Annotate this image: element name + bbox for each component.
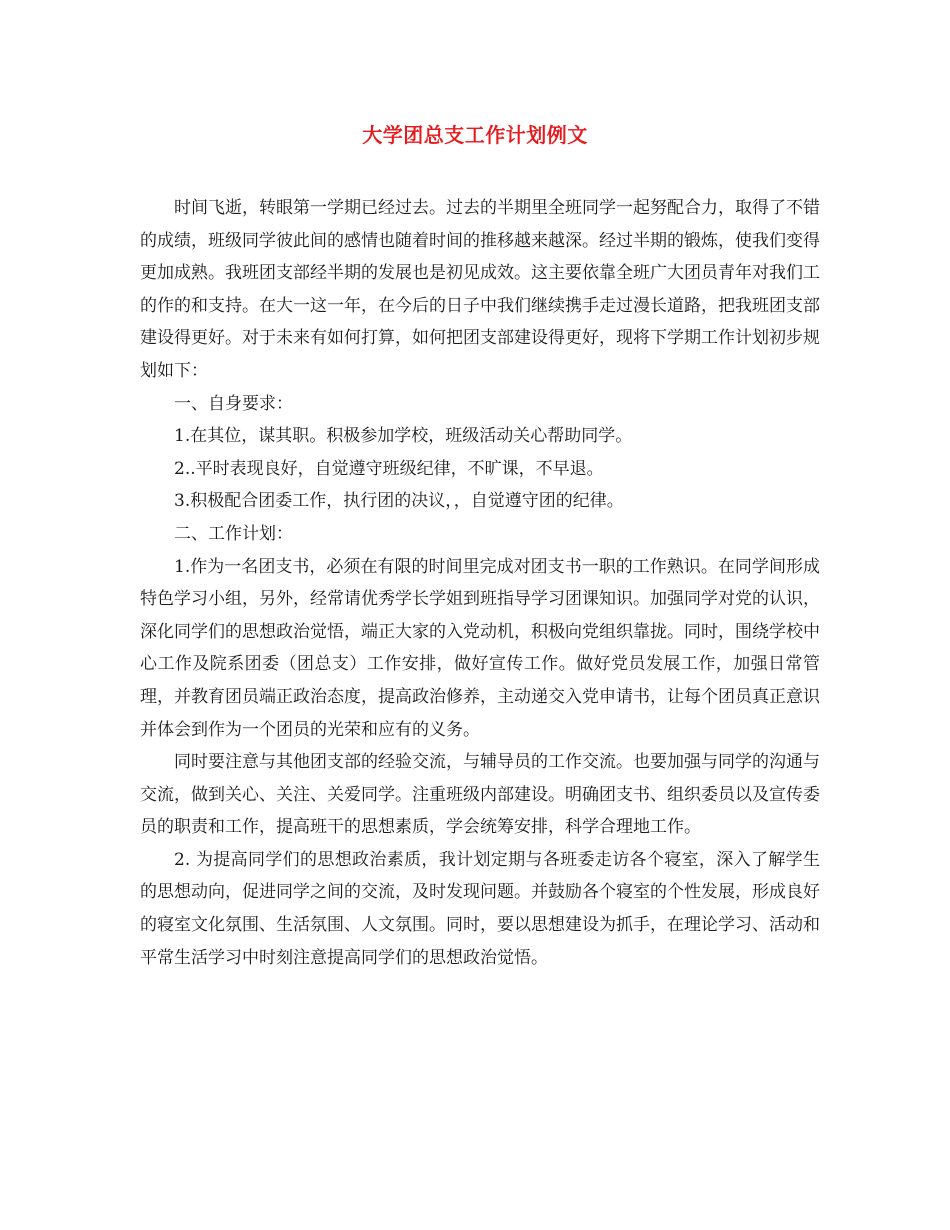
paragraph-plan-1: 1.作为一名团支书，必须在有限的时间里完成对团支书一职的工作熟识。在同学间形成特色学习小组，另外，经常请优秀学长学姐到班指导学习团课知识。加强同学对党的认识，深化同学们的思想政治觉悟，端正大家的入党动机，积极向党组织靠拢。同时，围绕学校中心工作及院系团委（团总支）工作安排，做好宣传工作。做好党员发展工作，加强日常管理，并教育团员端正政治态度，提高政治修养，主动递交入党申请书，让每个团员真正意识并体会到作为一个团员的光荣和应有的义务。 bbox=[140, 556, 820, 740]
heading-self-requirements: 一、自身要求： bbox=[174, 393, 293, 414]
heading-work-plan: 二、工作计划： bbox=[174, 523, 293, 544]
list-item-requirement-3: 3.积极配合团委工作，执行团的决议，，自觉遵守团的纪律。 bbox=[174, 491, 624, 512]
list-item-requirement-2: 2..平时表现良好，自觉遵守班级纪律，不旷课，不早退。 bbox=[174, 458, 604, 479]
document-title: 大学团总支工作计划例文 bbox=[362, 123, 588, 147]
paragraph-plan-2: 2. 为提高同学们的思想政治素质，我计划定期与各班委走访各个寝室，深入了解学生的思想动向，促进同学之间的交流，及时发现问题。并鼓励各个寝室的个性发展，形成良好的寝室文化氛围、生活氛围、人文氛围。同时，要以思想建设为抓手，在理论学习、活动和平常生活学习中时刻注意提高同学们的思想政治觉悟。 bbox=[140, 849, 820, 968]
paragraph-plan-1-continued: 同时要注意与其他团支部的经验交流，与辅导员的工作交流。也要加强与同学的沟通与交流，做到关心、关注、关爱同学。注重班级内部建设。明确团支书、组织委员以及宣传委员的职责和工作，提高班干的思想素质，学会统筹安排，科学合理地工作。 bbox=[140, 752, 820, 838]
document-body bbox=[140, 192, 820, 974]
list-item-requirement-1: 1.在其位，谋其职。积极参加学校，班级活动关心帮助同学。 bbox=[174, 426, 633, 447]
paragraph-intro: 时间飞逝，转眼第一学期已经过去。过去的半期里全班同学一起努配合力，取得了不错的成绩，班级同学彼此间的感情也随着时间的推移越来越深。经过半期的锻炼，使我们变得更加成熟。我班团支部经半期的发展也是初见成效。这主要依靠全班广大团员青年对我们工的作的和支持。在大一这一年，在今后的日子中我们继续携手走过漫长道路，把我班团支部建设得更好。对于未来有如何打算，如何把团支部建设得更好，现将下学期工作计划初步规划如下： bbox=[140, 198, 820, 381]
